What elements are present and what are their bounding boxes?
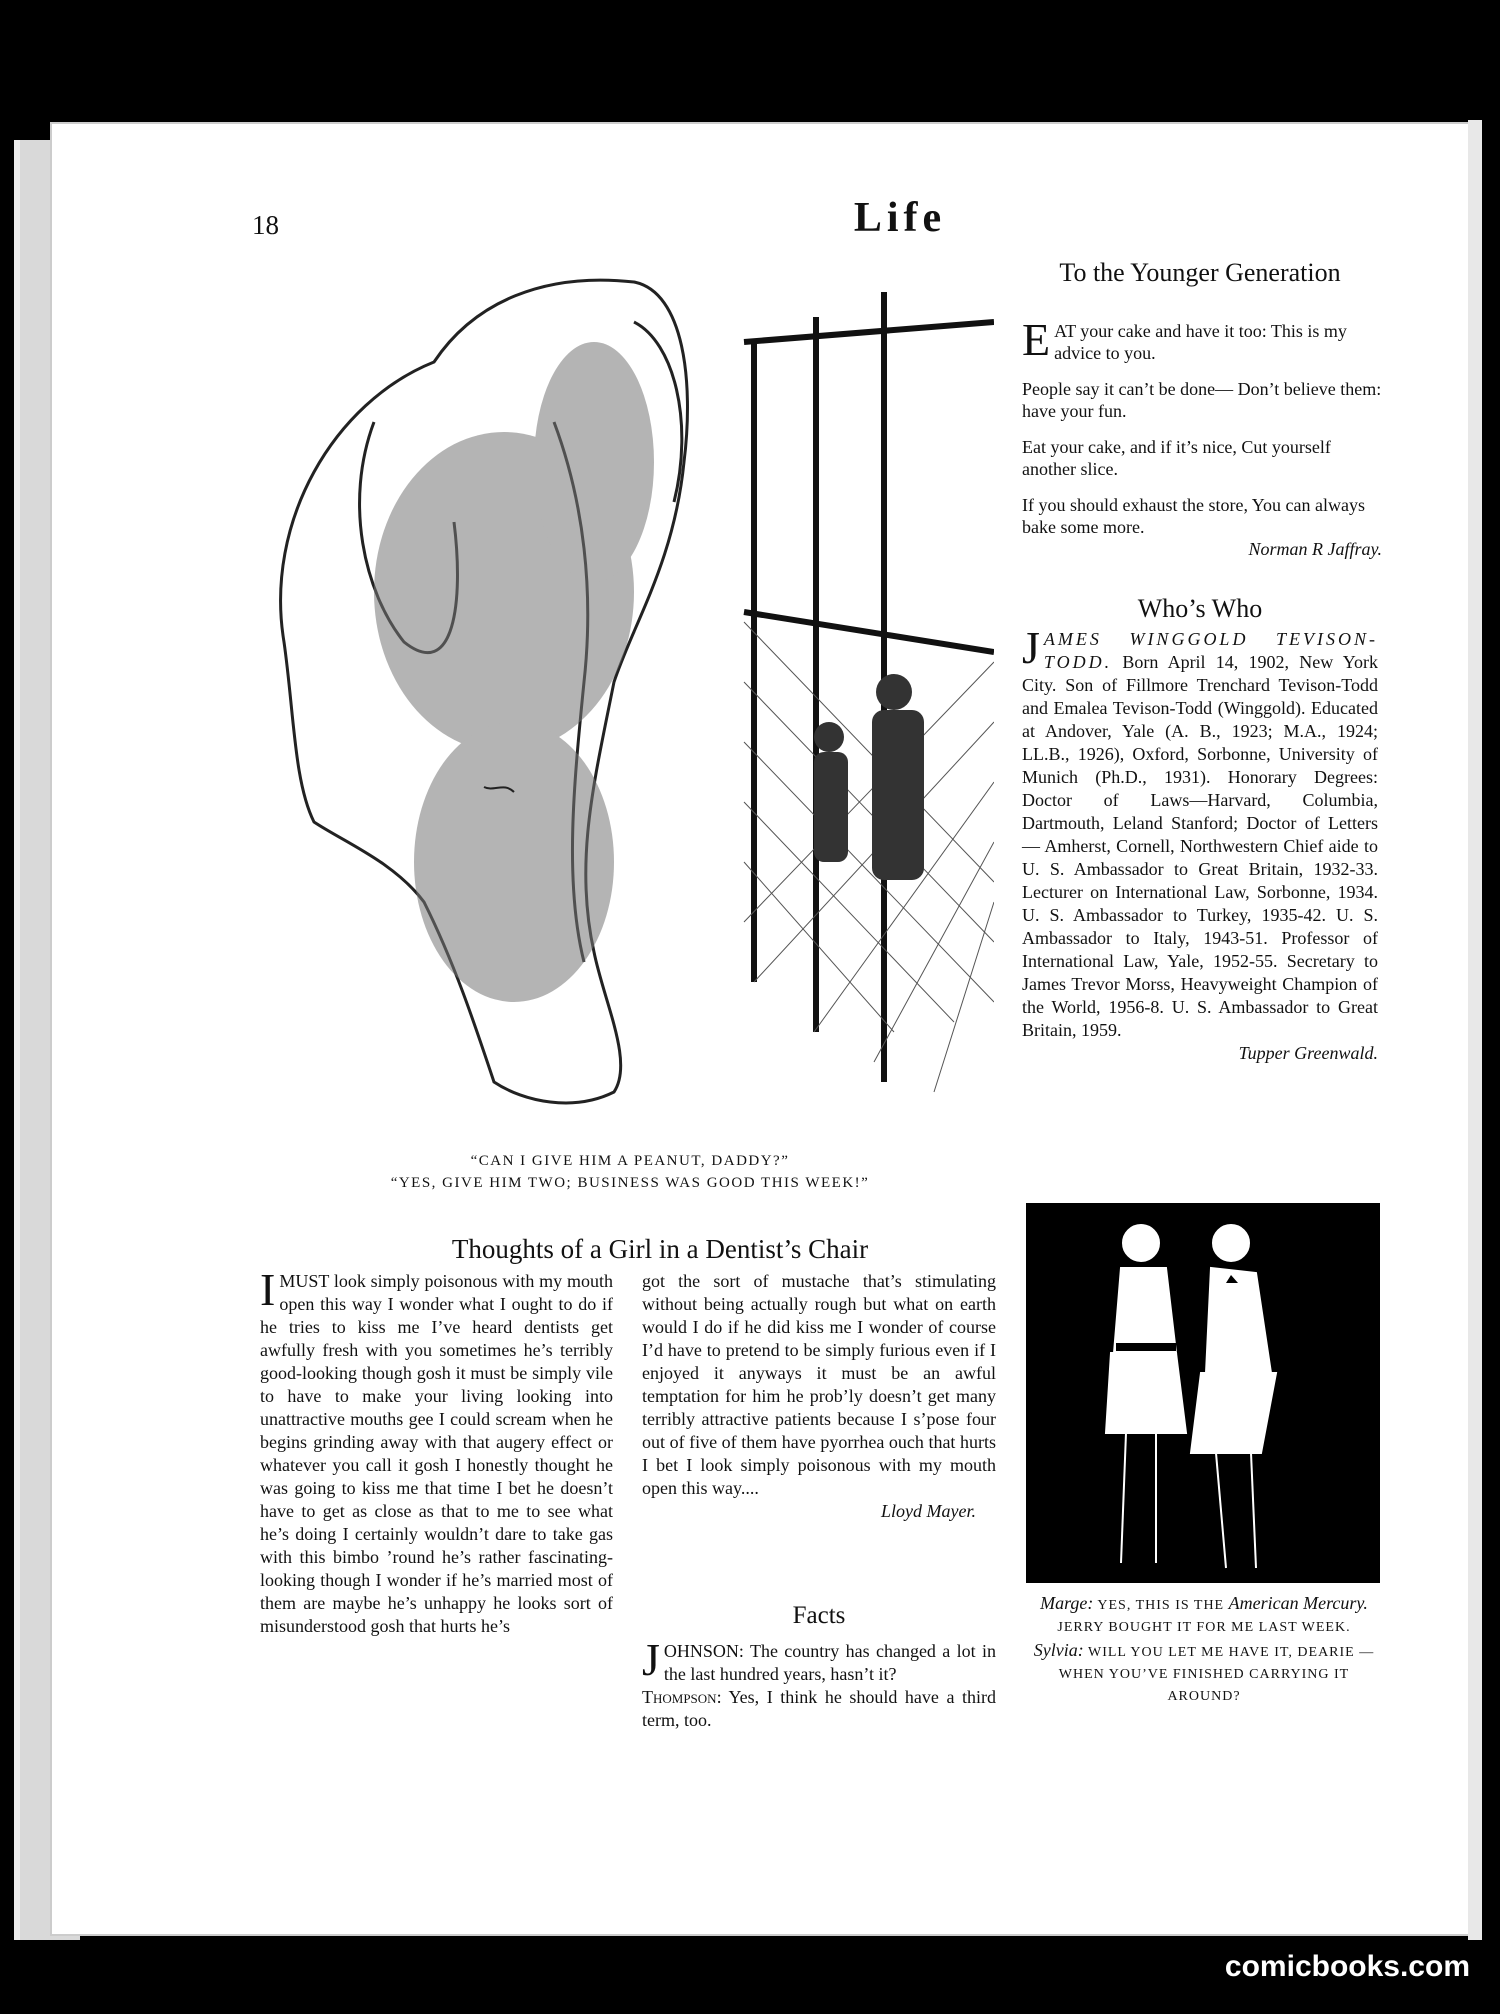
poem-title: To the Younger Generation [1059, 258, 1341, 287]
poem-stanza: If you should exhaust the store, You can always bake some more. [1022, 495, 1365, 537]
thoughts-column-1 [260, 1264, 613, 1638]
poem-author: Norman R Jaffray. [1248, 539, 1382, 559]
whos-who-author: Tupper Greenwald. [1238, 1043, 1378, 1063]
thoughts-author: Lloyd Mayer. [881, 1501, 976, 1521]
elephant-illustration [254, 262, 994, 1142]
sylvia-line: WILL YOU LET ME HAVE IT, DEARIE — WHEN YOU’VE FINISHED CARRYING IT AROUND? [1058, 1645, 1375, 1704]
elephant-caption [320, 1150, 940, 1194]
page-binding-edge [1468, 120, 1482, 1940]
poem-stanza: Eat your cake, and if it’s nice, Cut yourself another slice. [1022, 437, 1331, 479]
speaker-sylvia: Sylvia: [1033, 1640, 1084, 1660]
facts-line-1 [642, 1634, 996, 1686]
whos-who-body [1022, 622, 1378, 1065]
thoughts-title: Thoughts of a Girl in a Dentist’s Chair [451, 1234, 869, 1264]
thoughts-column-2 [642, 1270, 996, 1523]
facts-title: Facts [792, 1602, 846, 1629]
whos-who-title: Who’s Who [1137, 594, 1263, 623]
facts-line-2 [642, 1686, 996, 1732]
site-watermark: comicbooks.com [1224, 1950, 1470, 1983]
thoughts-text-2: got the sort of mustache that’s stimulating without being actually rough but what on earth would I do if he did kiss me I wonder of course I’d have to pretend to be simply furious even if I enjoyed it anyways it must be an awful temptation for him he prob’ly doesn’t get many terribly attractive patients because I s’pose four out of five of them have pyorrhea ouch that hurts I bet I look simply poisonous with my mouth open this way.... [642, 1271, 996, 1498]
poem-body [1022, 314, 1382, 560]
facts-body [642, 1634, 996, 1732]
thoughts-text-1: MUST look simply poisonous with my mouth open this way I wonder what I ought to do if he tries to kiss me I’ve heard dentists get awfully fresh with you sometimes he’s terribly good-looking though gosh it must be simply vile to have to make your living looking into unattractive mouths gee I could scream when he begins grinding away with that augery effect or whatever you call it gosh I honestly thought he was going to kiss me that time I bet he doesn’t have to get as close as that to me to see what he’s doing I certainly wouldn’t dare to take gas with this bimbo ’round he’s rather fascinating-looking though I wonder if he’s married most of them are maybe he’s unhappy he looks sort of misunderstood gosh that hurts he’s [260, 1271, 613, 1636]
thompson-line: Yes, I think he should have a third term, too. [642, 1687, 996, 1730]
drop-cap: I [260, 1264, 276, 1315]
caption-answer: “YES, GIVE HIM TWO; BUSINESS WAS GOOD THIS WEEK!” [390, 1175, 870, 1191]
page-number: 18 [252, 210, 279, 240]
poem-stanza-text: AT your cake and have it too: This is my advice to you. [1054, 321, 1347, 363]
caption-question: “CAN I GIVE HIM A PEANUT, DADDY?” [470, 1153, 790, 1169]
speaker-thompson: Thompson: [642, 1687, 722, 1707]
marge-line-2: JERRY BOUGHT IT FOR ME LAST WEEK. [1057, 1620, 1351, 1635]
cartoon-caption [1024, 1592, 1384, 1708]
drop-cap: J [642, 1634, 660, 1685]
magazine-title: American Mercury. [1228, 1593, 1368, 1613]
flappers-cartoon [1026, 1203, 1380, 1583]
whos-who-text: Born April 14, 1902, New York City. Son of Fillmore Trenchard Tevison-Todd and Emalea Tevison-Todd (Winggold). Educated at Andover, Yale (A. B., 1923; M.A., 1924; LL.B., 1926), Oxford, Sorbonne, University of Munich (Ph.D., 1931). Honorary Degrees: Doctor of Laws—Harvard, Columbia, Dartmouth, Leland Stanford; Doctor of Letters — Amherst, Cornell, Northwestern Chief aide to U. S. Ambassador to Great Britain, 1932-33. Lecturer on International Law, Sorbonne, 1934. U. S. Ambassador to Turkey, 1935-42. U. S. Ambassador to Italy, 1943-51. Professor of International Law, Yale, 1952-55. Secretary to James Trevor Morss, Heavyweight Champion of the World, 1956-8. U. S. Ambassador to Great Britain, 1959. [1022, 652, 1378, 1040]
poem-stanza [1022, 314, 1382, 365]
speaker-johnson: OHNSON: [663, 1641, 744, 1661]
speaker-marge: Marge: [1040, 1593, 1094, 1613]
drop-cap: J [1022, 622, 1040, 673]
masthead: Life [853, 195, 947, 241]
marge-line: YES, THIS IS THE [1097, 1598, 1225, 1613]
whos-who-name: AMES WINGGOLD TEVISON-TODD. [1043, 629, 1378, 672]
johnson-line: The country has changed a lot in the last hundred years, hasn’t it? [663, 1641, 996, 1684]
drop-cap: E [1022, 314, 1051, 365]
poem-stanza: People say it can’t be done— Don’t believe them: have your fun. [1022, 379, 1382, 421]
